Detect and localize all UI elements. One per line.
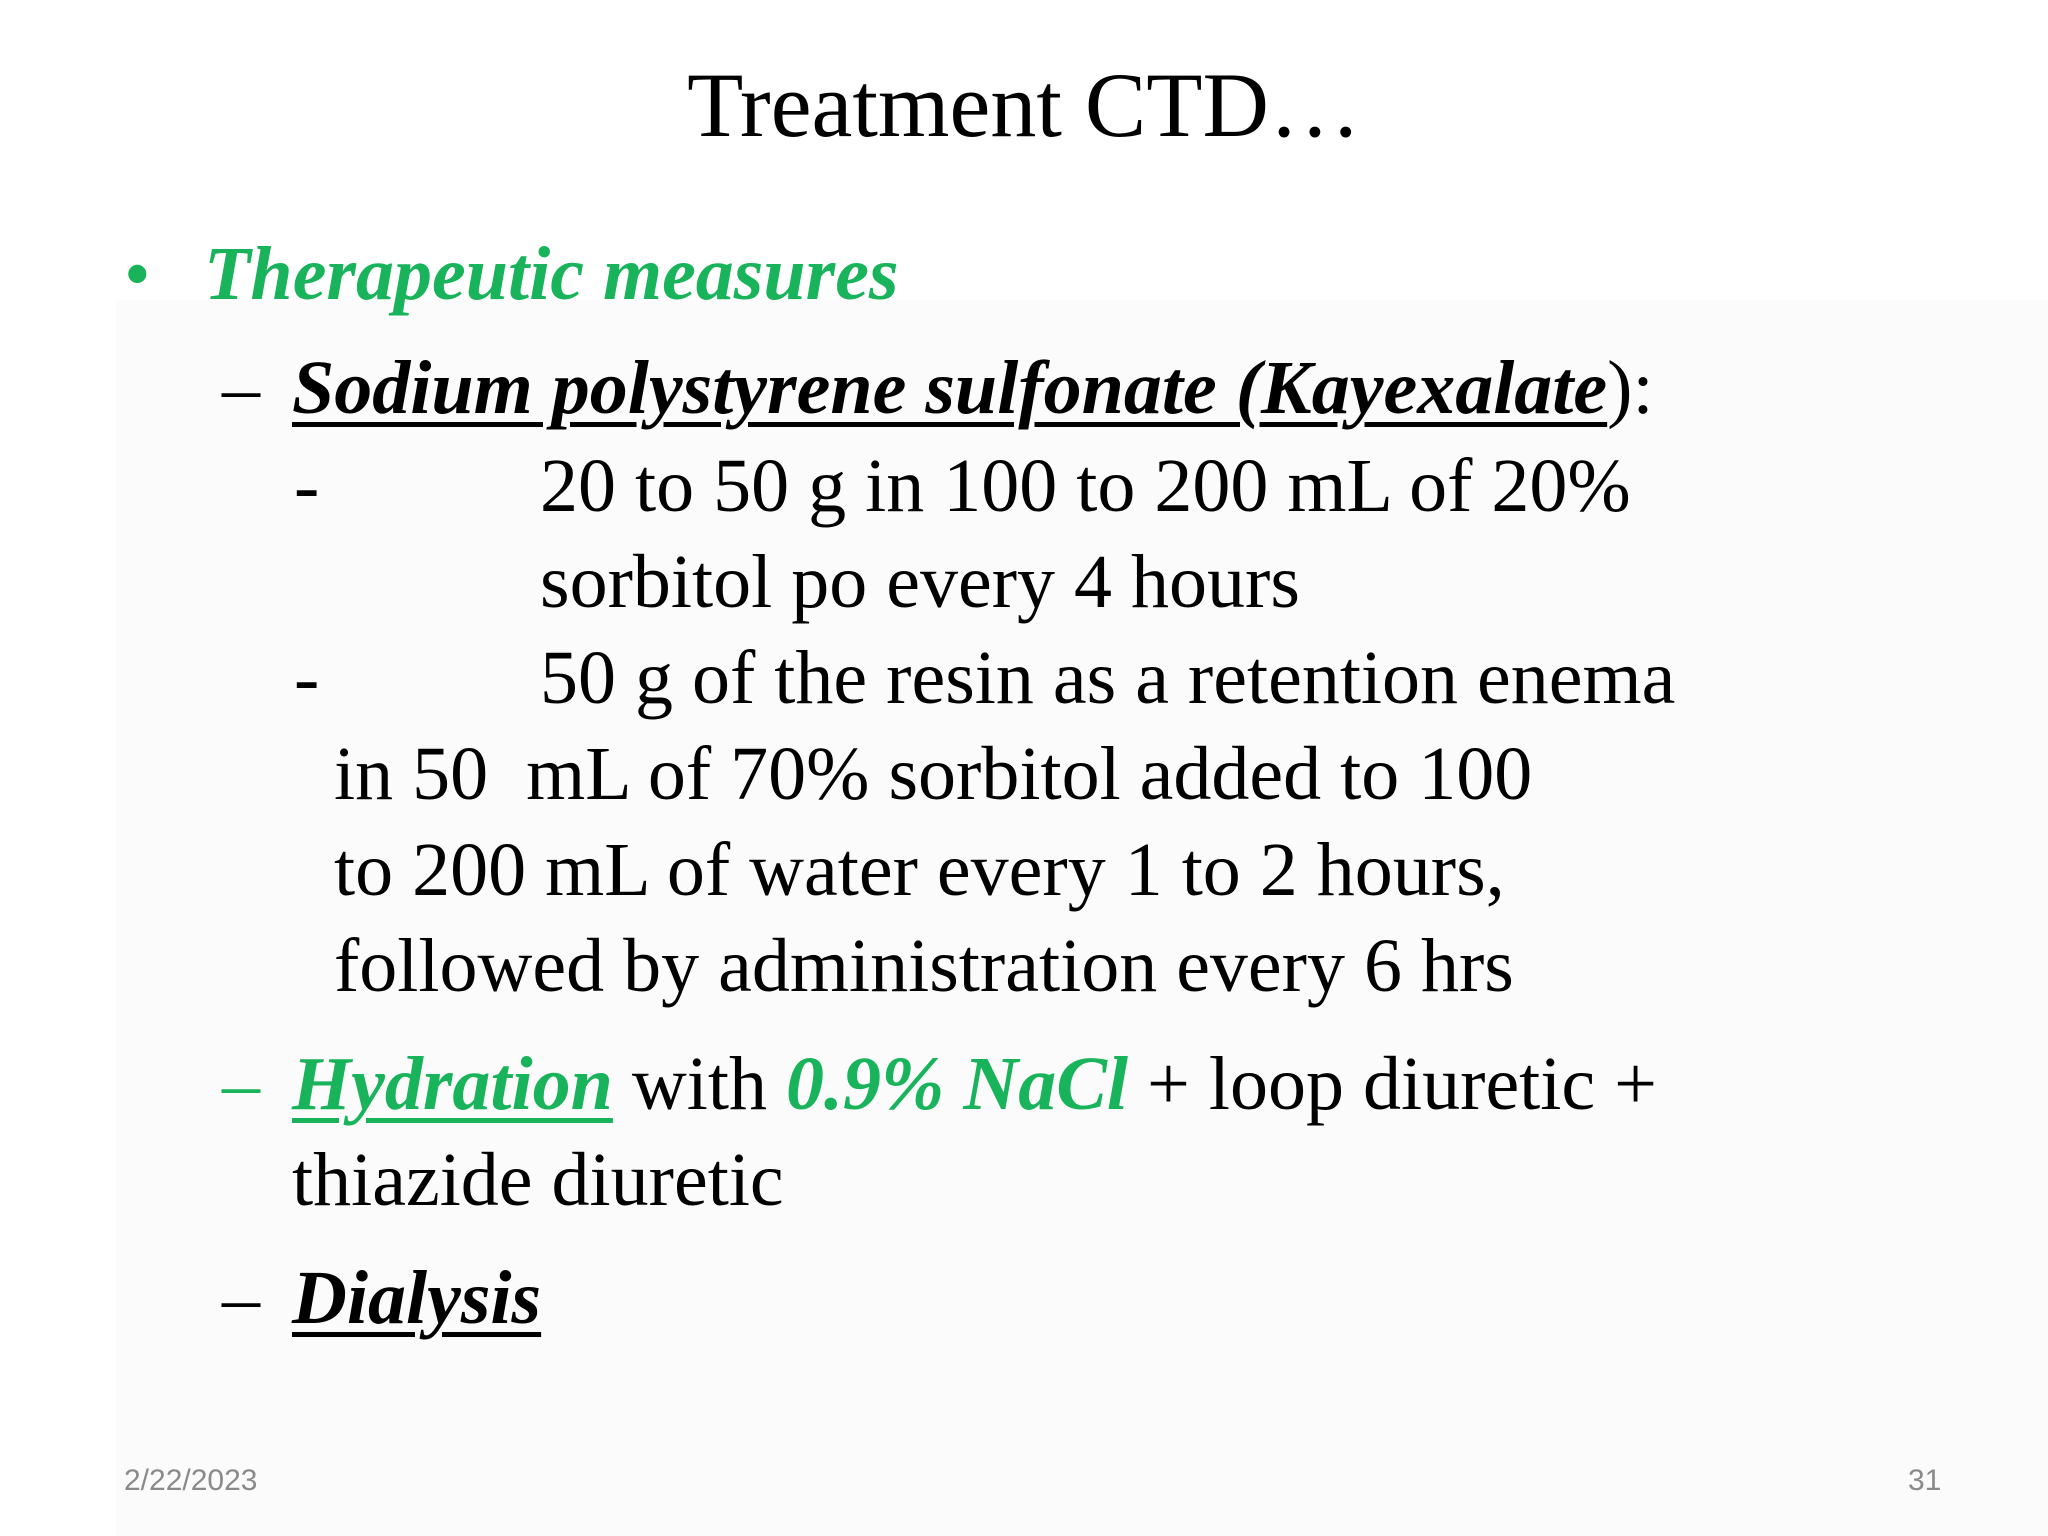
dose-enema-line-1: 50 g of the resin as a retention enema	[540, 636, 1676, 720]
dose-enema-line-4: followed by administration every 6 hrs	[334, 924, 1514, 1008]
slide-title: Treatment CTD…	[687, 54, 1361, 156]
kayexalate-heading-line	[292, 346, 1654, 430]
kayexalate-suffix: ):	[1607, 346, 1654, 430]
hydration-rest: + loop diuretic +	[1128, 1042, 1658, 1126]
slide-number: 31	[1908, 1464, 1942, 1497]
sub-item-marker: -	[294, 444, 320, 528]
sub-item-marker: -	[294, 636, 320, 720]
dash-marker: –	[222, 1256, 260, 1340]
nacl-highlight: 0.9% NaCl	[786, 1042, 1129, 1126]
dose-oral-line-1: 20 to 50 g in 100 to 200 mL of 20%	[540, 444, 1631, 528]
dash-marker: –	[222, 1042, 260, 1126]
hydration-heading: Hydration	[292, 1042, 613, 1126]
hydration-with: with	[612, 1042, 787, 1126]
bullet-marker: •	[124, 232, 151, 316]
kayexalate-heading: Sodium polystyrene sulfonate (Kayexalate	[292, 346, 1608, 430]
dose-enema-line-2: in 50 mL of 70% sorbitol added to 100	[334, 732, 1533, 816]
dash-marker: –	[222, 346, 260, 430]
bullet-therapeutic-measures: Therapeutic measures	[204, 232, 899, 316]
hydration-line	[292, 1042, 1658, 1126]
dialysis-heading: Dialysis	[292, 1256, 542, 1340]
dose-enema-line-3: to 200 mL of water every 1 to 2 hours,	[334, 828, 1505, 912]
hydration-line-2: thiazide diuretic	[292, 1138, 784, 1222]
footer-date: 2/22/2023	[124, 1464, 258, 1497]
dose-oral-line-2: sorbitol po every 4 hours	[540, 540, 1300, 624]
